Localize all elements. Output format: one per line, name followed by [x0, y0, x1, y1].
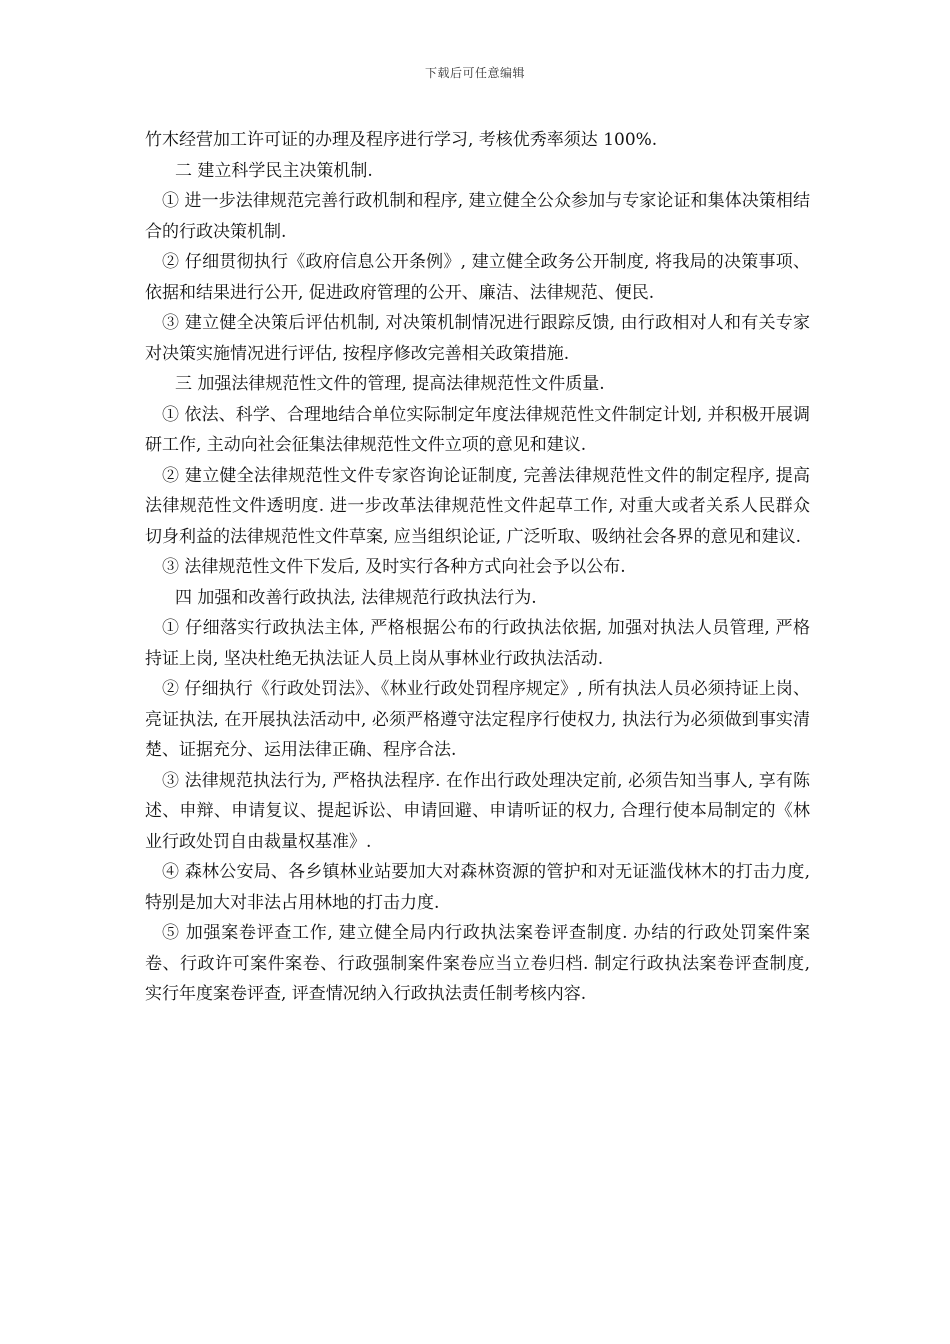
page-header: 下载后可任意编辑	[424, 66, 525, 80]
section-4-item-1: ① 仔细落实行政执法主体, 严格根据公布的行政执法依据, 加强对执法人员管理, 严格持证上岗, 坚决杜绝无执法证人员上岗从事林业行政执法活动.	[145, 618, 810, 669]
section-heading-3: 三 加强法律规范性文件的管理, 提高法律规范性文件质量.	[175, 374, 605, 394]
section-heading-4: 四 加强和改善行政执法, 法律规范行政执法行为.	[175, 587, 537, 608]
section-4-item-5: ⑤ 加强案卷评查工作, 建立健全局内行政执法案卷评查制度. 办结的行政处罚案件案卷、行政许可案件案卷、行政强制案件案卷应当立卷归档. 制定行政执法案卷评查制度, 实行年度案卷评查, 评查情况纳入行政执法责任制考核内容.	[145, 923, 810, 1004]
section-3-item-3: ③ 法律规范性文件下发后, 及时实行各种方式向社会予以公布.	[162, 557, 626, 577]
section-4-item-3: ③ 法律规范执法行为, 严格执法程序. 在作出行政处理决定前, 必须告知当事人, 享有陈述、申辩、申请复议、提起诉讼、申请回避、申请听证的权力, 合理行使本局制定的《林业行政处罚自由裁量权基准》.	[145, 770, 810, 852]
section-2-item-2: ② 仔细贯彻执行《政府信息公开条例》, 建立健全政务公开制度, 将我局的决策事项、依据和结果进行公开, 促进政府管理的公开、廉洁、法律规范、便民.	[145, 252, 810, 303]
section-heading-2: 二 建立科学民主决策机制.	[175, 160, 373, 181]
section-3-item-1: ① 依法、科学、合理地结合单位实际制定年度法律规范性文件制定计划, 并积极开展调研工作, 主动向社会征集法律规范性文件立项的意见和建议.	[145, 404, 810, 455]
section-4-item-2: ② 仔细执行《行政处罚法》、《林业行政处罚程序规定》, 所有执法人员必须持证上岗、亮证执法, 在开展执法活动中, 必须严格遵守法定程序行使权力, 执法行为必须做到事实清楚、证据充分、运用法律正确、程序合法.	[145, 679, 810, 760]
section-4-item-4: ④ 森林公安局、各乡镇林业站要加大对森林资源的管护和对无证滥伐林木的打击力度, 特别是加大对非法占用林地的打击力度.	[145, 862, 810, 913]
paragraph-continuation: 竹木经营加工许可证的办理及程序进行学习, 考核优秀率须达 100%.	[145, 130, 658, 150]
section-3-item-2: ② 建立健全法律规范性文件专家咨询论证制度, 完善法律规范性文件的制定程序, 提高法律规范性文件透明度. 进一步改革法律规范性文件起草工作, 对重大或者关系人民群众切身利益的法律规范性文件草案, 应当组织论证, 广泛听取、吸纳社会各界的意见和建议.	[145, 465, 810, 547]
document-body	[145, 125, 810, 1010]
section-2-item-1: ① 进一步法律规范完善行政机制和程序, 建立健全公众参加与专家论证和集体决策相结合的行政决策机制.	[145, 191, 810, 242]
section-2-item-3: ③ 建立健全决策后评估机制, 对决策机制情况进行跟踪反馈, 由行政相对人和有关专家对决策实施情况进行评估, 按程序修改完善相关政策措施.	[145, 313, 810, 364]
